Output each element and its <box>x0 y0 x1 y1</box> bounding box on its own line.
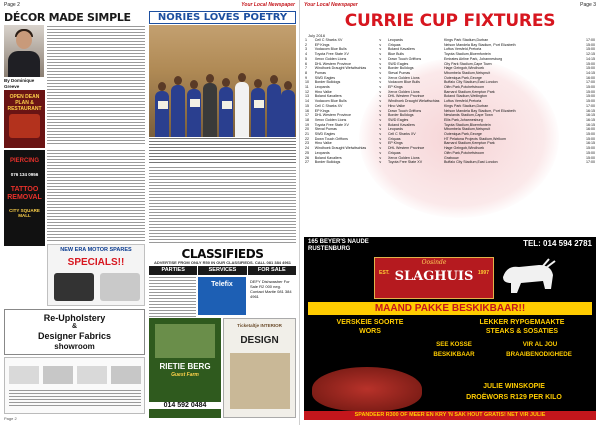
guest-farm-ad[interactable] <box>149 318 221 418</box>
offer-right-1: LEKKER RYPGEMAAKTE <box>479 319 565 326</box>
fixture-no: 13 <box>305 94 309 99</box>
fixtures-subtitle: July 2016 <box>308 33 326 38</box>
fixture-away: Border Bulldogs <box>387 113 414 118</box>
tattoo-ad[interactable] <box>4 150 45 246</box>
fixture-time: 15:00 <box>586 42 595 47</box>
fixture-home: EP Kings <box>314 42 330 47</box>
offer-left-2: WORS <box>359 328 381 335</box>
fixture-home: Hino Valke <box>314 89 332 94</box>
fixture-venue: Nelson Mandela Bay Stadium, Port Elizabeth <box>443 108 516 113</box>
fixture-home: Toyota Free State XV <box>314 52 349 57</box>
classifieds-title: CLASSIFIEDS <box>181 247 264 261</box>
fixture-away: SWD Eagles <box>387 117 409 122</box>
fixture-away: EP Kings <box>387 141 403 146</box>
slaghuis-footer: SPANDEER R300 OF MEER EN KRY 'N SAK HOUT GRATIS! NET VIR JULIE <box>304 411 596 420</box>
fixture-no: 4 <box>305 52 307 57</box>
fixture-vs: v <box>379 47 382 52</box>
fixture-no: 27 <box>305 160 309 165</box>
offer-mid-4: BRAAIBENODIGHEDE <box>506 351 572 358</box>
fixture-home: DHL Western Province <box>314 61 352 66</box>
fixture-vs: v <box>379 38 382 42</box>
fixture-vs: v <box>379 113 382 118</box>
fixture-away: Down Touch Griffons <box>387 108 422 113</box>
fixture-venue: Ellis Park,Johannesburg <box>443 117 483 122</box>
fixture-venue: Hage Geingob,Windhoek <box>443 146 485 151</box>
fixture-venue: Olën Park,Potchefstroom <box>443 150 485 155</box>
fixture-away: Down Touch Griffons <box>387 56 422 61</box>
fixture-home: Vodacom Blue Bulls <box>314 47 347 52</box>
fixture-time: 15:00 <box>586 66 595 71</box>
fixture-time: 15:00 <box>586 89 595 94</box>
fixture-venue: Toyota Stadium,Bloemfontein <box>443 52 491 57</box>
right-page-header <box>304 2 596 10</box>
fixture-time: 16:15 <box>586 117 595 122</box>
julie-winskopie: JULIE WINSKOPIE <box>483 383 545 390</box>
classifieds-tabs <box>149 266 296 275</box>
upholstery-ad[interactable] <box>4 309 145 355</box>
fixture-venue: Barnard Stadium,Kempton Park <box>443 141 495 146</box>
fixture-vs: v <box>379 42 382 47</box>
fixture-venue: Newlands Stadium,Cape Town <box>443 113 493 118</box>
fixture-home: Windhoek Draught Welwitschias <box>314 66 367 71</box>
fixture-venue: HT Pelatona Projects Stadium,Welkom <box>443 136 506 141</box>
fixture-no: 22 <box>305 136 309 141</box>
slaghuis-year: 1997 <box>477 270 489 276</box>
classifieds-subtitle: ADVERTISE FROM ONLY R50 IN OUR CLASSIFIEDS. CALL 081 384 4961 <box>153 260 292 265</box>
maand-pakke-banner: MAAND PAKKE BESKIKBAAR!! <box>308 302 592 315</box>
fixture-venue: Grabouw <box>443 155 459 160</box>
upholstery-line2: Designer Fabrics <box>37 331 112 341</box>
fixture-venue: Outeniqua Park,George <box>443 132 482 137</box>
fixture-venue: Olën Park,Potchefstroom <box>443 85 485 90</box>
telefix-label: Telefix <box>211 281 233 288</box>
fixture-time: 14:15 <box>586 56 595 61</box>
fixture-vs: v <box>379 117 382 122</box>
guest-farm-sub: Guest Farm <box>171 372 199 378</box>
fixture-home: Down Touch Griffons <box>314 136 348 141</box>
fixture-no: 20 <box>305 127 309 132</box>
fixture-no: 17 <box>305 113 309 118</box>
upholstery-line1: Re-Upholstery <box>43 313 106 323</box>
motor-title: NEW ERA MOTOR SPARES <box>60 247 132 253</box>
fixture-row <box>304 160 596 165</box>
guest-farm-name: RIETIE BERG <box>159 362 211 371</box>
fixture-away: Leopards <box>387 38 403 42</box>
fixture-venue: Buffalo City Stadium,East London <box>443 160 498 165</box>
fixture-away: DHL Western Province <box>387 94 425 99</box>
fixture-no: 21 <box>305 132 309 137</box>
fixture-away: Blue Bulls <box>387 52 404 57</box>
fixture-home: EP Kings <box>314 108 330 113</box>
tab-services[interactable]: SERVICES <box>198 266 246 275</box>
fixture-away: Griquas <box>387 150 401 155</box>
fixture-home: Border Bulldogs <box>314 80 341 85</box>
fixture-time: 12:15 <box>586 52 595 57</box>
fixture-home: Toyota Free State XV <box>314 122 349 127</box>
logos-strip <box>4 357 145 414</box>
page-number-right: Page 3 <box>580 2 596 8</box>
fixture-vs: v <box>379 122 382 127</box>
offer-mid-1: SEE KOSSE <box>436 341 472 348</box>
fixture-vs: v <box>379 85 382 90</box>
poetry-title: NORIES LOVES POETRY <box>149 11 296 24</box>
fixture-vs: v <box>379 99 382 104</box>
motor-special: SPECIALS!! <box>67 257 125 268</box>
fixture-vs: v <box>379 108 382 113</box>
fixture-venue: Outeniqua Park,George <box>443 75 482 80</box>
tab-parties[interactable]: PARTIES <box>149 266 197 275</box>
paper-name-right: Your Local Newspaper <box>304 2 358 8</box>
fixture-no: 26 <box>305 155 309 160</box>
fixture-venue: Nelson Mandela Bay Stadium, Port Elizabeth <box>443 42 516 47</box>
fixture-venue: City Park Stadium,Cape Town <box>443 61 492 66</box>
fixture-away: Boland Kavaliers <box>387 122 415 127</box>
author-portrait <box>4 25 44 77</box>
slaghuis-est: EST. <box>379 270 390 276</box>
fixture-away: EP Kings <box>387 85 403 90</box>
fixture-vs: v <box>379 89 382 94</box>
fixture-away: Vodacom Blue Bulls <box>387 80 420 85</box>
fixture-no: 3 <box>305 47 307 52</box>
fixture-vs: v <box>379 155 382 160</box>
fixture-no: 15 <box>305 103 309 108</box>
fixture-vs: v <box>379 132 382 137</box>
fixture-no: 5 <box>305 56 307 61</box>
fixture-time: 17:00 <box>586 103 595 108</box>
fixture-away: Leopards <box>387 127 403 132</box>
telefix-ad[interactable] <box>198 277 246 315</box>
offer-mid-2: VIR AL JOU <box>522 341 558 348</box>
fixture-time: 16:00 <box>586 127 595 132</box>
fixture-away: DHL Western Province <box>387 146 425 151</box>
upholstery-line3: showroom <box>54 342 95 351</box>
fixture-venue: Emirates Airline Park, Johannesburg <box>443 56 503 61</box>
fixture-time: 15:00 <box>586 146 595 151</box>
decor-article-text-2 <box>47 150 145 242</box>
bull-icon <box>499 255 557 299</box>
offer-right-2: STEAKS & SOSATIES <box>485 328 559 335</box>
fixture-home: Leopards <box>314 150 330 155</box>
fixture-vs: v <box>379 56 382 61</box>
tattoo-place: CITY SQUARE MALL <box>9 208 40 218</box>
fixture-time: 16:15 <box>586 141 595 146</box>
offer-left-1: VERSKEIE SOORTE <box>336 319 404 326</box>
fixture-home: Boland Kavaliers <box>314 155 342 160</box>
fixture-away: Windhoek Draught Welwitschias <box>387 99 440 104</box>
fixture-no: 23 <box>305 141 309 146</box>
design-title: DESIGN <box>240 335 279 346</box>
fixture-home: SWD Eagles <box>314 75 336 80</box>
tattoo-removal: TATTOO REMOVAL <box>7 186 42 201</box>
author-byline: By Dominique Greeve <box>4 78 35 89</box>
slaghuis-address: 165 BEYER'S NAUDE RUSTENBURG <box>308 239 369 252</box>
fixture-vs: v <box>379 94 382 99</box>
fixture-time: 15:00 <box>586 85 595 90</box>
fixture-venue: Barnard Stadium,Kempton Park <box>443 89 495 94</box>
fixture-home: Cell C Sharks XV <box>314 103 343 108</box>
upholstery-amp: & <box>71 323 78 330</box>
fixture-vs: v <box>379 160 382 165</box>
tattoo-phone: 076 134 0956 <box>10 172 39 177</box>
fixture-no: 18 <box>305 117 309 122</box>
fixture-venue: Loftus Versfeld,Pretoria <box>443 99 482 104</box>
fixture-home: SWD Eagles <box>314 132 336 137</box>
fixture-vs: v <box>379 146 382 151</box>
offer-mid-3: BESKIKBAAR <box>433 351 475 358</box>
fixture-away: Toyota Free State XV <box>387 160 423 165</box>
fixture-vs: v <box>379 66 382 71</box>
fixture-venue: Hage Geingob,Windhoek <box>443 66 485 71</box>
fixture-no: 14 <box>305 99 309 104</box>
fixture-vs: v <box>379 136 382 141</box>
fixture-away: Steval Pumas <box>387 70 411 75</box>
currie-cup-title: CURRIE CUP FIXTURES <box>304 11 596 31</box>
paper-name: Your Local Newspaper <box>241 2 295 8</box>
fixture-no: 8 <box>305 70 307 75</box>
fixture-vs: v <box>379 127 382 132</box>
poetry-article-text <box>149 167 296 245</box>
decor-title: DÉCOR MADE SIMPLE <box>4 11 131 24</box>
fixture-venue: Mbombela Stadium,Nelspruit <box>443 70 491 75</box>
fixture-venue: Toyota Stadium,Bloemfontein <box>443 122 491 127</box>
guest-farm-phone: 014 592 0484 <box>149 402 221 409</box>
page-number: Page 2 <box>4 2 20 8</box>
fixture-venue: Mbombela Stadium,Nelspruit <box>443 127 491 132</box>
fixture-time: 15:00 <box>586 136 595 141</box>
fixture-no: 25 <box>305 150 309 155</box>
for-sale-box <box>248 277 296 315</box>
fixture-time: 17:00 <box>586 160 595 165</box>
fixture-away: Xerox Golden Lions <box>387 89 420 94</box>
slaghuis-brand-top: Oosinde <box>421 259 447 266</box>
tattoo-piercing: PIERCING <box>9 158 39 164</box>
fixture-time: 16:15 <box>586 113 595 118</box>
fixture-away: Border Bulldogs <box>387 66 414 71</box>
fixture-no: 16 <box>305 108 309 113</box>
fixture-vs: v <box>379 70 382 75</box>
fixture-home: Steval Pumas <box>314 127 337 132</box>
fixture-vs: v <box>379 80 382 85</box>
fixture-vs: v <box>379 61 382 66</box>
fixture-home: Windhoek Draught Welwitschias <box>314 146 367 151</box>
fixture-away: SWD Eagles <box>387 61 409 66</box>
fixture-away: Griquas <box>387 42 401 47</box>
fixture-venue: Boland Stadium,Wellington <box>443 94 488 99</box>
fixture-away: Xerox Golden Lions <box>387 75 420 80</box>
decor-article-text <box>47 26 145 146</box>
fixture-no: 7 <box>305 66 307 71</box>
fixtures-section <box>304 38 596 235</box>
fixture-home: Xerox Golden Lions <box>314 56 347 61</box>
fixture-no: 9 <box>305 75 307 80</box>
spur-ad-title: OPEN DEAN PLAN & RESTAURANT <box>7 94 42 112</box>
fixture-time: 16:15 <box>586 122 595 127</box>
interior-design-ad[interactable] <box>223 318 296 418</box>
fixture-away: Boland Kavaliers <box>387 47 415 52</box>
right-page <box>300 0 600 425</box>
fixture-time: 17:00 <box>586 38 595 42</box>
slaghuis-tel: TEL: 014 594 2781 <box>523 239 592 248</box>
tab-for-sale[interactable]: FOR SALE <box>248 266 296 275</box>
fixture-time: 15:00 <box>586 99 595 104</box>
fixture-venue: Loftus Versfeld,Pretoria <box>443 47 482 52</box>
fixture-home: Cell C Sharks XV <box>314 38 343 42</box>
for-sale-text: DEFY Dishwasher For Sale R2 000 neg. Contact Martie 081 384 4961 <box>250 279 292 299</box>
parties-text <box>149 277 196 317</box>
slaghuis-logo <box>374 257 494 299</box>
left-page-footer: Page 2 <box>4 416 17 421</box>
fixture-vs: v <box>379 150 382 155</box>
fixture-away: Xerox Golden Lions <box>387 155 420 160</box>
fixture-no: 6 <box>305 61 307 66</box>
fixture-home: Leopards <box>314 85 330 90</box>
fixture-time: 15:00 <box>586 94 595 99</box>
fixture-vs: v <box>379 141 382 146</box>
design-sub: Ticketaltje INTERIOR <box>237 323 282 328</box>
fixture-vs: v <box>379 75 382 80</box>
fixture-no: 10 <box>305 80 309 85</box>
fixture-no: 1 <box>305 38 307 42</box>
fixture-venue: Kings Park Stadium,Durban <box>443 38 489 42</box>
fixture-venue: Buffalo City Stadium,East London <box>443 80 498 85</box>
droewors-price: DROËWORS R129 PER KILO <box>466 394 562 401</box>
fixture-time: 16:00 <box>586 75 595 80</box>
fixture-away: Griquas <box>387 136 401 141</box>
poetry-caption <box>149 138 296 164</box>
fixture-no: 11 <box>305 85 309 90</box>
fixture-no: 24 <box>305 146 309 151</box>
fixture-vs: v <box>379 103 382 108</box>
fixture-home: Hino Valke <box>314 141 332 146</box>
fixture-time: 15:00 <box>586 61 595 66</box>
fixture-home: Xerox Golden Lions <box>314 117 347 122</box>
fixture-no: 2 <box>305 42 307 47</box>
fixture-time: 15:00 <box>586 47 595 52</box>
poetry-photo <box>149 25 296 137</box>
fixture-time: 14:15 <box>586 70 595 75</box>
fixture-vs: v <box>379 52 382 57</box>
fixture-time: 15:00 <box>586 155 595 160</box>
fixture-home: Border Bulldogs <box>314 160 341 165</box>
fixture-home: DHL Western Province <box>314 113 352 118</box>
left-page-header <box>4 2 295 10</box>
fixtures-table <box>304 38 596 165</box>
fixture-home: Boland Kavaliers <box>314 94 342 99</box>
fixture-home: Pumas <box>314 70 326 75</box>
fixture-away: Hino Valke <box>387 103 406 108</box>
fixture-time: 15:00 <box>586 132 595 137</box>
fixture-time: 15:00 <box>586 150 595 155</box>
slaghuis-brand-name: SLAGHUIS <box>394 269 474 284</box>
fixture-no: 12 <box>305 89 309 94</box>
fixture-home: Vodacom Blue Bulls <box>314 99 347 104</box>
fixture-away: Cell C Sharks XV <box>387 132 416 137</box>
fixture-no: 19 <box>305 122 309 127</box>
meat-image <box>312 367 422 411</box>
spur-ad[interactable] <box>4 90 45 148</box>
fixture-time: 17:00 <box>586 80 595 85</box>
fixture-time: 16:15 <box>586 108 595 113</box>
motor-spares-ad[interactable] <box>47 244 145 306</box>
slaghuis-ad[interactable] <box>304 237 596 420</box>
fixture-venue: Kings Park Stadium,Durban <box>443 103 489 108</box>
